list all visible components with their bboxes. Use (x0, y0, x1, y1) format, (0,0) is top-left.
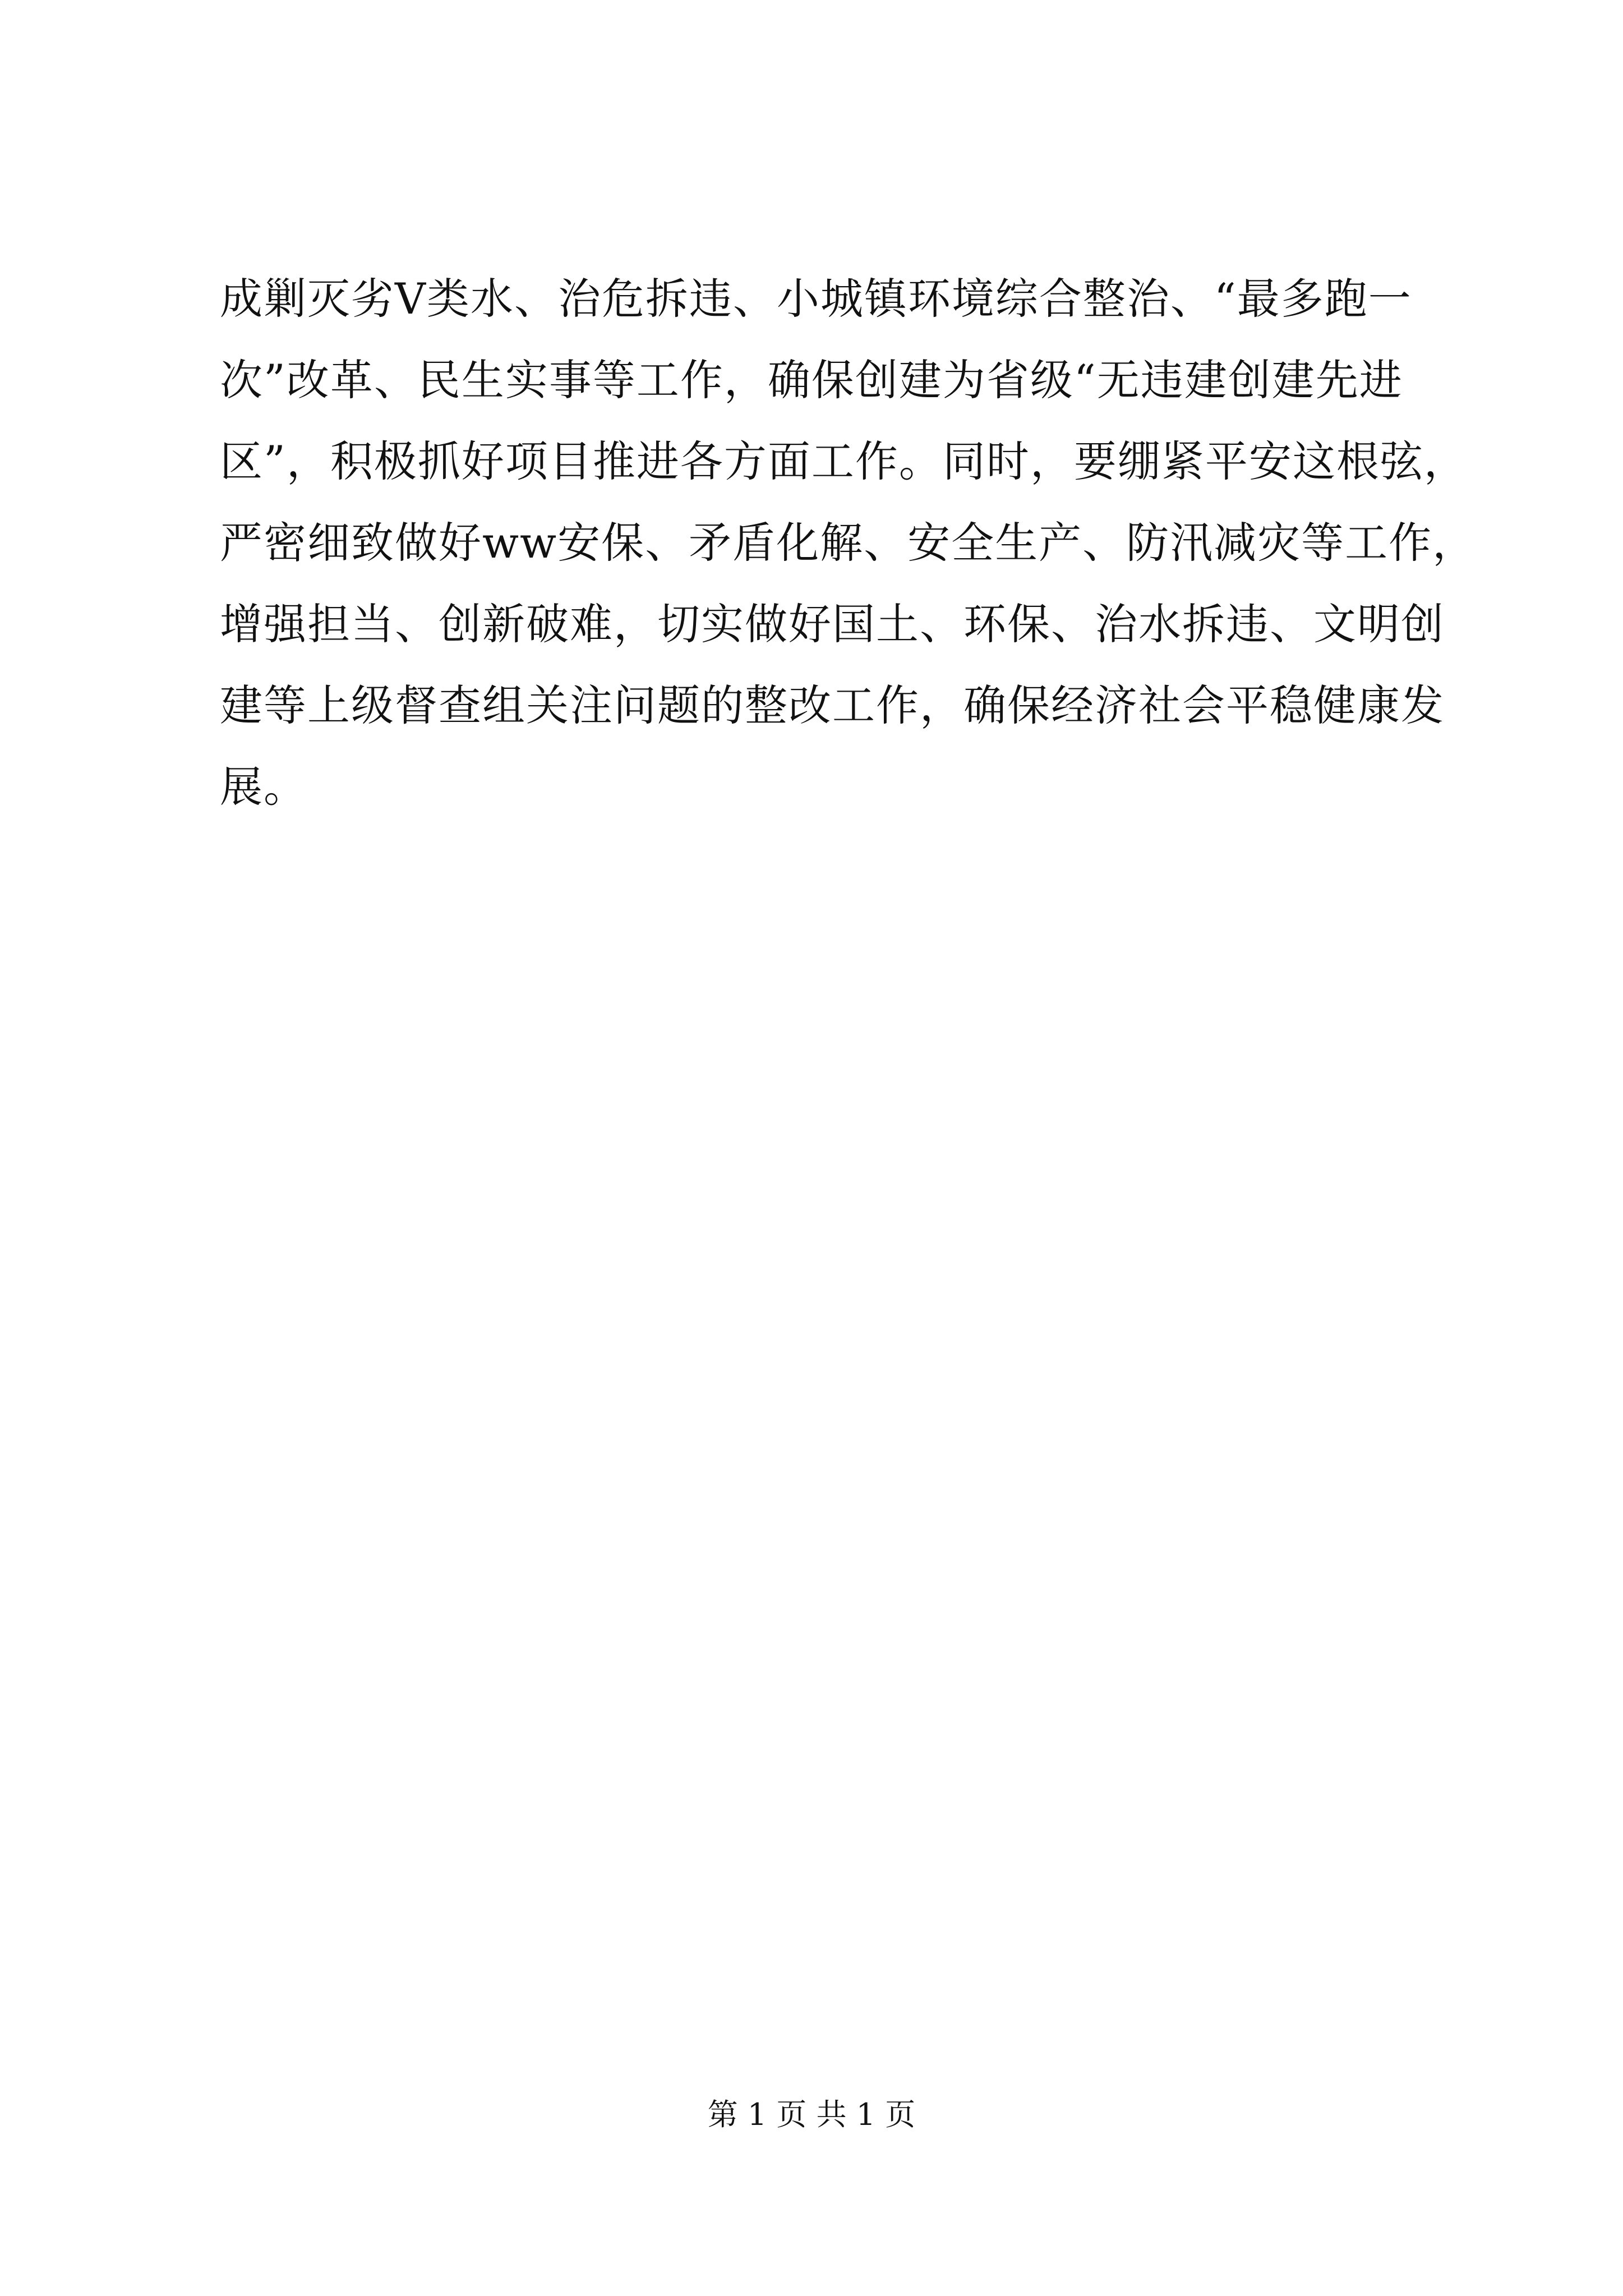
paragraph-line-6: 建等上级督查组关注问题的整改工作，确保经济社会平稳健康发 (220, 680, 1445, 730)
body-paragraph (220, 258, 1477, 827)
paragraph-line-7: 展。 (220, 762, 307, 812)
paragraph-line-5: 增强担当、创新破难，切实做好国土、环保、治水拆违、文明创 (220, 599, 1445, 649)
paragraph-line-4: 严密细致做好ww安保、矛盾化解、安全生产、防汛减灾等工作， (220, 518, 1477, 568)
paragraph-line-2: 次”改革、民生实事等工作，确保创建为省级“无违建创建先进 (220, 355, 1403, 405)
paragraph-line-1: 成剿灭劣Ⅴ类水、治危拆违、小城镇环境综合整治、“最多跑一 (220, 274, 1412, 324)
paragraph-line-3: 区”，积极抓好项目推进各方面工作。同时，要绷紧平安这根弦， (220, 436, 1468, 486)
page-footer: 第 1 页 共 1 页 (707, 2097, 916, 2132)
